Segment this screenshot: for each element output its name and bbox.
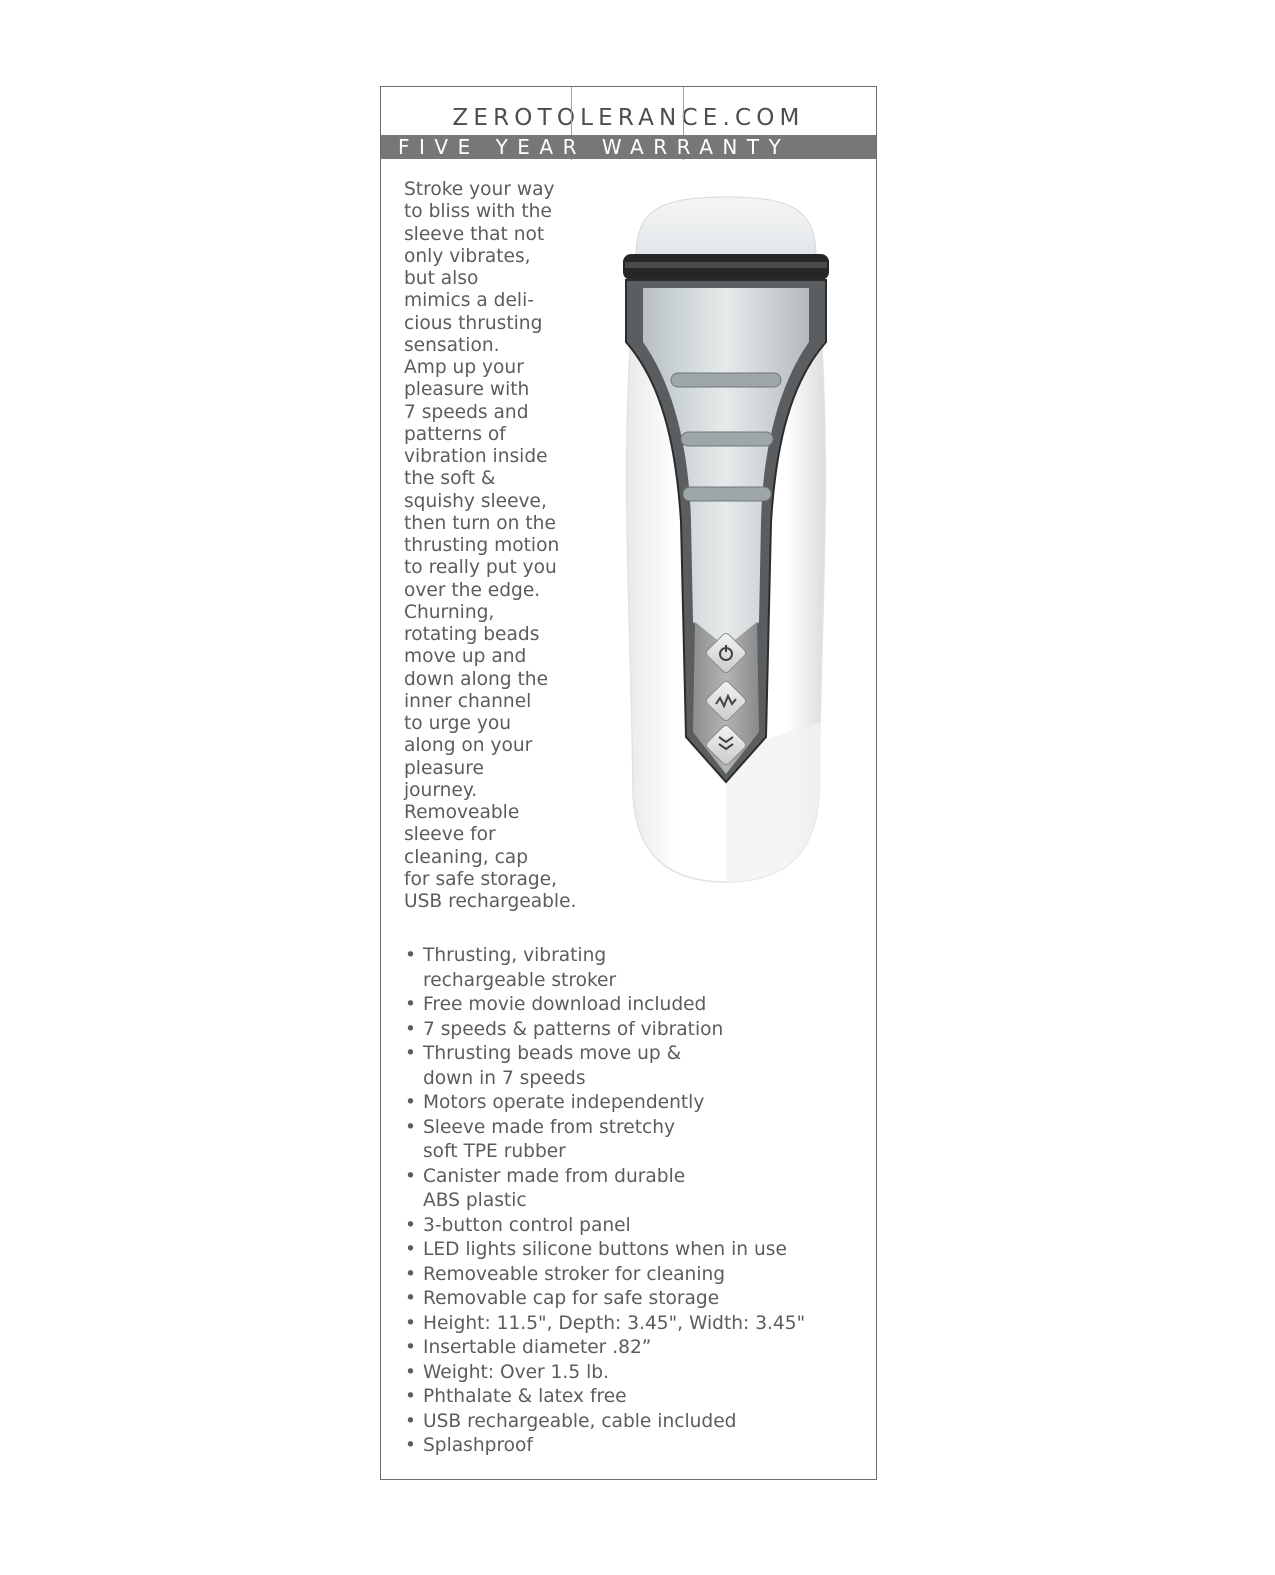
feature-text: LED lights silicone buttons when in use <box>423 1239 787 1260</box>
feature-item <box>405 1287 805 1312</box>
description-line: pleasure <box>404 757 484 779</box>
bullet-icon: • <box>405 1116 416 1138</box>
description-line: pleasure with <box>404 379 530 401</box>
feature-text: Insertable diameter .82” <box>423 1337 652 1358</box>
feature-item <box>405 944 805 993</box>
feature-item <box>405 1410 805 1435</box>
feature-text: 3-button control panel <box>423 1214 631 1236</box>
bullet-icon: • <box>405 1214 416 1236</box>
feature-item <box>405 1165 805 1214</box>
description-line: to urge you <box>404 713 511 734</box>
bullet-icon: • <box>405 1043 416 1064</box>
description-line: Removeable <box>404 802 520 823</box>
description-line: then turn on the <box>404 512 556 534</box>
description-line: vibration inside <box>404 446 548 467</box>
feature-text-continued: rechargeable stroker <box>423 969 617 991</box>
feature-item <box>405 1434 805 1459</box>
bullet-icon: • <box>405 994 416 1015</box>
description-line: move up and <box>404 646 527 668</box>
description-line: USB rechargeable. <box>404 891 577 912</box>
description-line: 7 speeds and <box>404 401 529 423</box>
bullet-icon: • <box>405 1263 416 1285</box>
description-line: Stroke your way <box>404 179 555 200</box>
feature-text-continued: soft TPE rubber <box>423 1141 566 1162</box>
description-line: Amp up your <box>404 357 524 378</box>
bullet-icon: • <box>405 1239 416 1260</box>
feature-text: Removeable stroker for cleaning <box>423 1263 726 1285</box>
packaging-panel <box>380 86 877 1480</box>
description-line: mimics a deli- <box>404 290 534 312</box>
description-line: sensation. <box>404 334 500 356</box>
bullet-icon: • <box>405 1337 416 1358</box>
feature-text: Sleeve made from stretchy <box>423 1116 675 1138</box>
description-line: Churning, <box>404 601 495 623</box>
description-line: sleeve that not <box>404 223 545 245</box>
bullet-icon: • <box>405 1312 416 1334</box>
feature-text: Thrusting beads move up & <box>423 1043 682 1064</box>
description-line: but also <box>404 268 479 289</box>
description-line: rotating beads <box>404 624 540 645</box>
description-line: cious thrusting <box>404 312 543 334</box>
description-line: to bliss with the <box>404 201 552 223</box>
feature-list <box>405 944 805 1459</box>
feature-item <box>405 1238 805 1263</box>
description-line: the soft & <box>404 468 496 490</box>
bullet-icon: • <box>405 1410 416 1432</box>
feature-text: Removable cap for safe storage <box>423 1288 720 1309</box>
product-description <box>404 179 576 913</box>
bullet-icon: • <box>405 1092 416 1113</box>
bullet-icon: • <box>405 1018 416 1040</box>
bullet-icon: • <box>405 1435 416 1456</box>
feature-item <box>405 1042 805 1091</box>
feature-text: Splashproof <box>423 1435 533 1456</box>
description-line: journey. <box>404 779 478 801</box>
feature-text: Thrusting, vibrating <box>423 945 607 966</box>
bullet-icon: • <box>405 1288 416 1309</box>
description-line: to really put you <box>404 557 557 579</box>
feature-item <box>405 993 805 1018</box>
description-line: inner channel <box>404 690 532 712</box>
feature-text: Motors operate independently <box>423 1092 705 1113</box>
feature-item <box>405 1214 805 1239</box>
description-line: for safe storage, <box>404 868 557 890</box>
feature-text: Height: 11.5", Depth: 3.45", Width: 3.45" <box>423 1312 806 1334</box>
feature-text-continued: down in 7 speeds <box>423 1067 586 1089</box>
feature-text: 7 speeds & patterns of vibration <box>423 1018 724 1040</box>
feature-item <box>405 1018 805 1043</box>
feature-item <box>405 1091 805 1116</box>
feature-item <box>405 1263 805 1288</box>
feature-item <box>405 1336 805 1361</box>
description-line: cleaning, cap <box>404 846 529 868</box>
bullet-icon: • <box>405 1361 416 1383</box>
feature-text: Canister made from durable <box>423 1165 686 1187</box>
site-url: ZEROTOLERANCE.COM <box>452 105 805 131</box>
feature-text: Weight: Over 1.5 lb. <box>423 1361 609 1383</box>
description-line: thrusting motion <box>404 535 560 556</box>
description-line: down along the <box>404 668 549 690</box>
product-image <box>611 192 841 887</box>
warranty-banner: FIVE YEAR WARRANTY <box>381 135 876 159</box>
description-line: patterns of <box>404 423 506 445</box>
feature-item <box>405 1312 805 1337</box>
description-line: squishy sleeve, <box>404 490 547 512</box>
feature-text: USB rechargeable, cable included <box>423 1410 737 1432</box>
feature-text: Phthalate & latex free <box>423 1386 627 1407</box>
description-line: only vibrates, <box>404 245 531 267</box>
feature-text-continued: ABS plastic <box>423 1190 527 1211</box>
description-line: over the edge. <box>404 579 541 601</box>
bullet-icon: • <box>405 1165 416 1187</box>
feature-text: Free movie download included <box>423 994 707 1015</box>
feature-item <box>405 1361 805 1386</box>
feature-item <box>405 1385 805 1410</box>
bullet-icon: • <box>405 1386 416 1407</box>
bullet-icon: • <box>405 945 416 966</box>
feature-item <box>405 1116 805 1165</box>
description-line: sleeve for <box>404 824 496 846</box>
description-line: along on your <box>404 735 533 757</box>
